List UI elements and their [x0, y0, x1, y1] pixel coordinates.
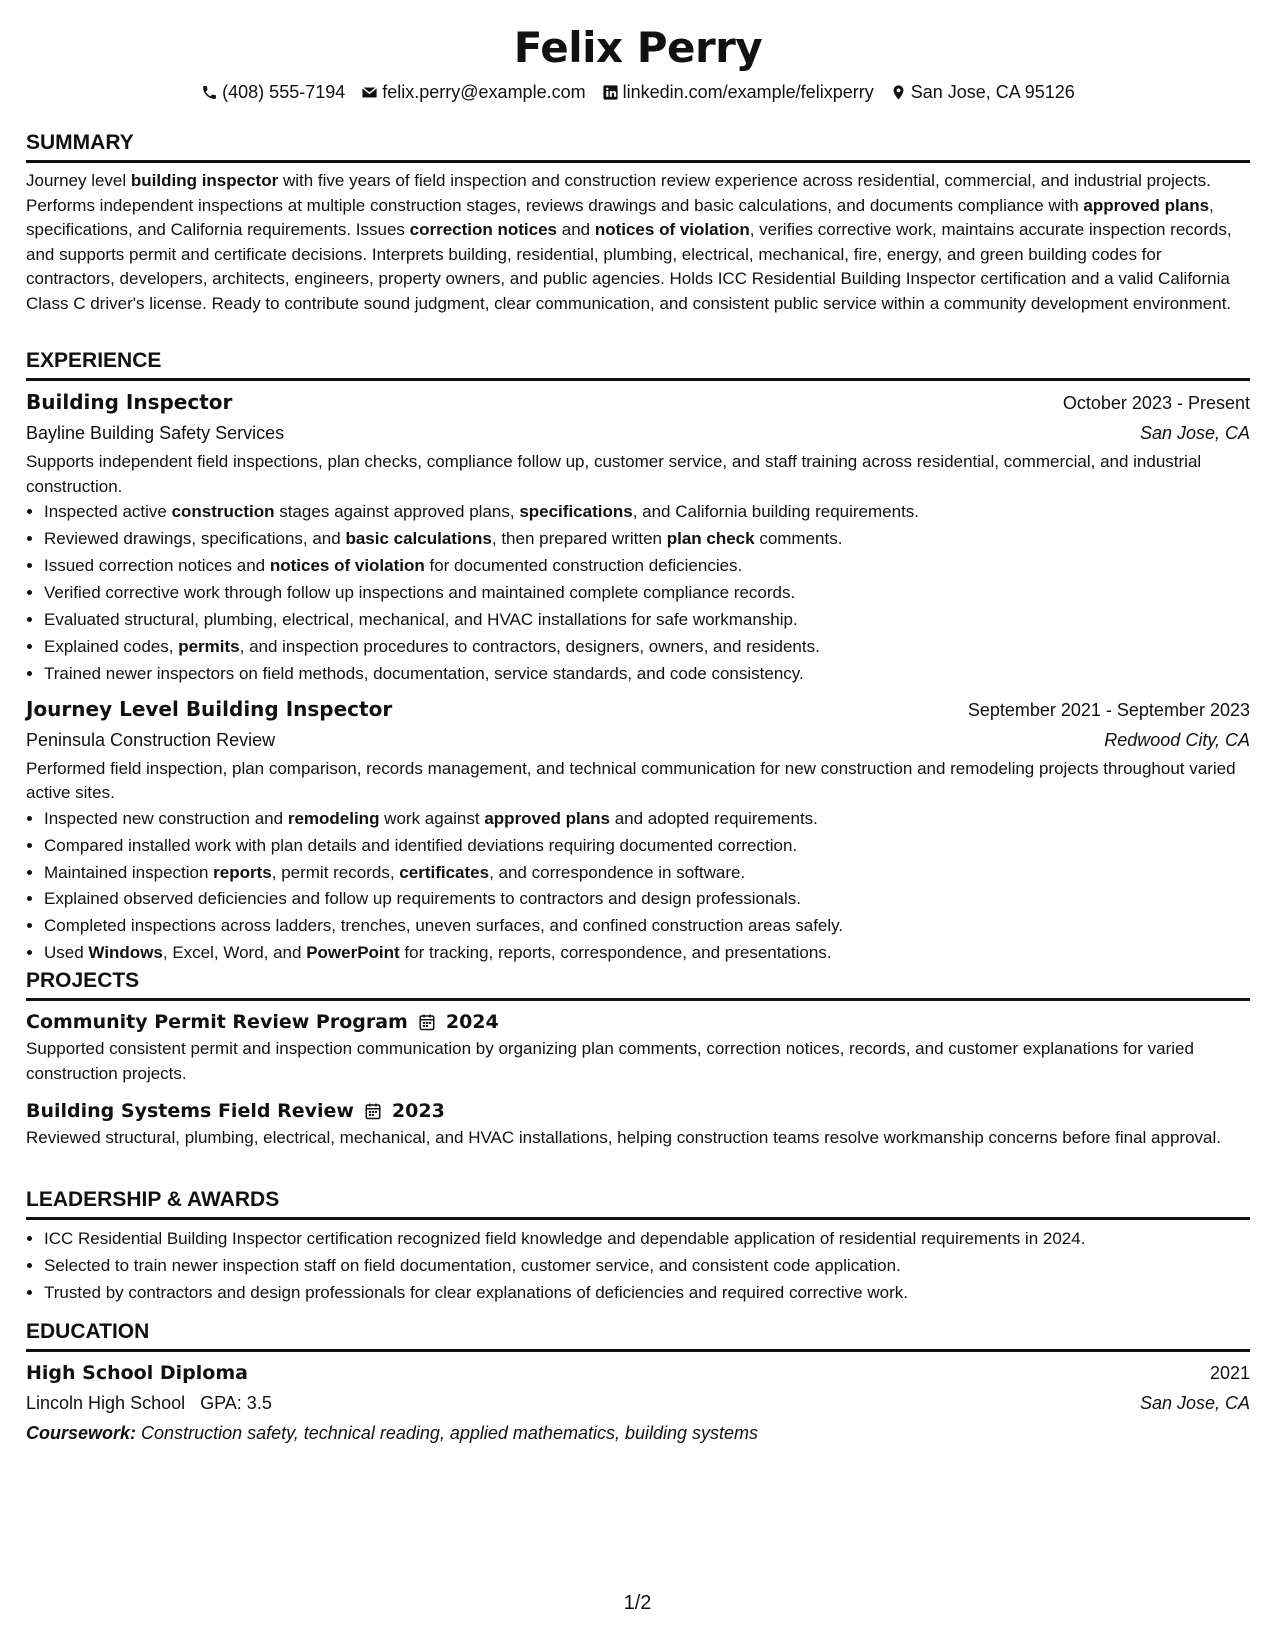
gpa: GPA: 3.5	[200, 1393, 272, 1413]
list-item: • Trained newer inspectors on field methods, documentation, service standards, and code consistency.	[44, 661, 1250, 688]
projects-section	[26, 968, 1250, 1151]
contact-location	[890, 80, 1075, 104]
summary-section	[26, 130, 1250, 317]
job-entry	[26, 387, 1250, 688]
leadership-section	[26, 1187, 1250, 1307]
project-name: Building Systems Field Review	[26, 1100, 354, 1123]
list-item: • Explained codes, permits, and inspection procedures to contractors, designers, owners, and residents.	[44, 634, 1250, 661]
degree: High School Diploma	[26, 1362, 248, 1384]
section-title-summary: SUMMARY	[26, 130, 1250, 163]
list-item: • Verified corrective work through follow up inspections and maintained complete compliance records.	[44, 580, 1250, 607]
list-item: • Maintained inspection reports, permit records, certificates, and correspondence in software.	[44, 860, 1250, 887]
job-title: Journey Level Building Inspector	[26, 696, 393, 721]
list-item: • Issued correction notices and notices of violation for documented construction deficiencies.	[44, 553, 1250, 580]
project-description: Reviewed structural, plumbing, electrical, mechanical, and HVAC installations, helping construction teams resolve workmanship concerns before final approval.	[26, 1128, 1221, 1148]
job-title: Building Inspector	[26, 390, 233, 414]
coursework-text: Construction safety, technical reading, applied mathematics, building systems	[141, 1423, 759, 1443]
list-item: • Compared installed work with plan details and identified deviations requiring documented correction.	[44, 833, 1250, 860]
coursework-label: Coursework:	[26, 1423, 137, 1443]
summary-text: Journey level building inspector with five years of field inspection and construction review experience across residential, commercial, and industrial projects. Performs independent inspections at multiple construction stages, reviews drawings and basic calculations, and documents compliance with approved plans, specifications, and California requirements. Issues correction notices and notices of violation, verifies corrective work, maintains accurate inspection records, and supports permit and certificate decisions. Interprets building, residential, plumbing, electrical, mechanical, fire, energy, and green building codes for contractors, developers, architects, engineers, property owners, and public agencies. Holds ICC Residential Building Inspector certification and a valid California Class C driver's license. Ready to contribute sound judgment, clear communication, and consistent public service within a community development environment.	[26, 171, 1232, 313]
school-line	[26, 1388, 272, 1418]
job-bullets	[26, 806, 1250, 967]
job-entry	[26, 694, 1250, 968]
education-section	[26, 1319, 1250, 1448]
calendar-icon	[418, 1013, 436, 1031]
project-entry	[26, 1096, 1250, 1151]
school-location: San Jose, CA	[1139, 1393, 1250, 1413]
project-name: Community Permit Review Program	[26, 1011, 408, 1033]
phone-icon	[201, 84, 218, 101]
project-description: Supported consistent permit and inspection communication by organizing plan comments, correction notices, records, and customer explanations for varied construction projects.	[26, 1039, 1194, 1083]
job-dates: September 2021 - September 2023	[967, 699, 1250, 720]
leadership-bullets	[26, 1226, 1250, 1307]
envelope-icon	[361, 84, 378, 101]
linkedin-icon	[602, 84, 619, 101]
list-item: • Selected to train newer inspection staff on field documentation, customer service, and consistent code application.	[44, 1253, 1250, 1280]
project-entry	[26, 1007, 1250, 1086]
map-pin-icon	[890, 84, 907, 101]
contact-email[interactable]	[361, 80, 585, 104]
job-company: Bayline Building Safety Services	[26, 423, 285, 443]
school-name: Lincoln High School	[26, 1393, 186, 1413]
linkedin-text: linkedin.com/example/felixperry	[622, 82, 874, 102]
candidate-name: Felix Perry	[513, 23, 763, 72]
project-year: 2023	[391, 1100, 445, 1123]
job-location: San Jose, CA	[1139, 423, 1250, 443]
coursework	[26, 1418, 1250, 1448]
experience-section	[26, 348, 1250, 967]
section-title-education: EDUCATION	[26, 1319, 1250, 1352]
list-item: • Reviewed drawings, specifications, and basic calculations, then prepared written plan check comments.	[44, 526, 1250, 553]
location-text: San Jose, CA 95126	[910, 82, 1075, 102]
job-bullets	[26, 499, 1250, 687]
list-item: • Used Windows, Excel, Word, and PowerPoint for tracking, reports, correspondence, and presentations.	[44, 940, 1250, 967]
contact-bar	[26, 80, 1250, 104]
resume-page	[26, 0, 1250, 1443]
job-description: Performed field inspection, plan comparison, records management, and technical communication for new construction and remodeling projects throughout varied active sites.	[26, 758, 1236, 803]
list-item: • Evaluated structural, plumbing, electrical, mechanical, and HVAC installations for safe workmanship.	[44, 607, 1250, 634]
phone-text: (408) 555-7194	[222, 82, 346, 102]
contact-phone[interactable]	[201, 80, 345, 104]
list-item: • Inspected active construction stages against approved plans, specifications, and California building requirements.	[44, 499, 1250, 526]
list-item: • Trusted by contractors and design professionals for clear explanations of deficiencies and required corrective work.	[44, 1280, 1250, 1307]
job-location: Redwood City, CA	[1104, 729, 1250, 750]
section-title-projects: PROJECTS	[26, 968, 1250, 1001]
list-item: • Completed inspections across ladders, trenches, uneven surfaces, and confined construction areas safely.	[44, 913, 1250, 940]
project-year: 2024	[445, 1011, 499, 1033]
section-title-experience: EXPERIENCE	[26, 348, 1250, 381]
job-dates: October 2023 - Present	[1062, 393, 1250, 413]
job-description: Supports independent field inspections, plan checks, compliance follow up, customer service, and staff training across residential, commercial, and industrial construction.	[26, 452, 1202, 496]
graduation-year: 2021	[1209, 1363, 1250, 1383]
section-title-leadership: LEADERSHIP & AWARDS	[26, 1187, 1250, 1220]
contact-linkedin[interactable]	[602, 80, 874, 104]
job-company: Peninsula Construction Review	[26, 729, 276, 750]
list-item: • ICC Residential Building Inspector certification recognized field knowledge and dependable application of residential requirements in 2024.	[44, 1226, 1250, 1253]
list-item: • Inspected new construction and remodeling work against approved plans and adopted requirements.	[44, 806, 1250, 833]
page-number: 1/2	[623, 1592, 652, 1614]
email-text: felix.perry@example.com	[382, 82, 586, 102]
calendar-icon	[364, 1102, 382, 1120]
list-item: • Explained observed deficiencies and follow up requirements to contractors and design professionals.	[44, 886, 1250, 913]
